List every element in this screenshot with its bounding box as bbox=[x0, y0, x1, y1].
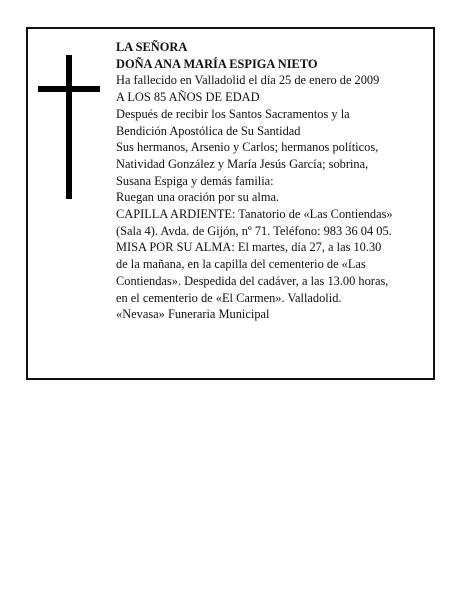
notice-title: LA SEÑORA bbox=[116, 40, 188, 54]
notice-line: Bendición Apostólica de Su Santidad bbox=[116, 123, 301, 138]
notice-line: de la mañana, en la capilla del cementerio de «Las bbox=[116, 257, 366, 272]
latin-cross-icon bbox=[38, 55, 100, 199]
notice-line: «Nevasa» Funeraria Municipal bbox=[116, 307, 270, 322]
notice-line: Sus hermanos, Arsenio y Carlos; hermanos políticos, bbox=[116, 140, 379, 155]
notice-line: Natividad González y María Jesús García; sobrina, bbox=[116, 156, 369, 171]
deceased-name: DOÑA ANA MARÍA ESPIGA NIETO bbox=[116, 56, 318, 71]
cross-horizontal-bar bbox=[38, 86, 100, 92]
notice-line: Susana Espiga y demás familia: bbox=[116, 173, 274, 188]
notice-line: A LOS 85 AÑOS DE EDAD bbox=[116, 90, 260, 105]
notice-line: Después de recibir los Santos Sacramentos y la bbox=[116, 106, 350, 121]
notice-line: MISA POR SU ALMA: El martes, día 27, a las 10.30 bbox=[116, 240, 382, 255]
notice-line: en el cementerio de «El Carmen». Valladolid. bbox=[116, 290, 342, 305]
obituary-notice bbox=[26, 27, 435, 380]
notice-line: CAPILLA ARDIENTE: Tanatorio de «Las Contiendas» bbox=[116, 207, 393, 222]
notice-line: Ruegan una oración por su alma. bbox=[116, 190, 280, 205]
cross-vertical-bar bbox=[66, 55, 72, 199]
notice-line: (Sala 4). Avda. de Gijón, nº 71. Teléfono: 983 36 04 05. bbox=[116, 223, 392, 238]
notice-text bbox=[116, 39, 428, 323]
notice-line: Ha fallecido en Valladolid el día 25 de enero de 2009 bbox=[116, 73, 380, 88]
notice-line: Contiendas». Despedida del cadáver, a las 13.00 horas, bbox=[116, 273, 389, 288]
